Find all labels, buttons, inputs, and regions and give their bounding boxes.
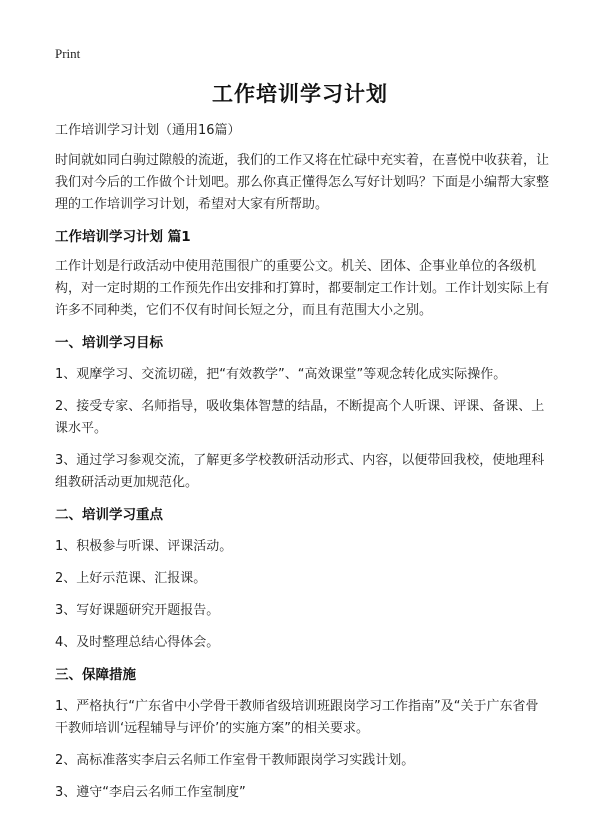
list-item: 3、通过学习参观交流，了解更多学校教研活动形式、内容，以便带回我校，使地理科组教研活动更加规范化。 bbox=[55, 453, 545, 490]
article-heading: 工作培训学习计划 篇1 bbox=[55, 229, 191, 245]
list-item: 2、高标准落实李启云名师工作室骨干教师跟岗学习实践计划。 bbox=[55, 753, 415, 768]
list-item: 4、及时整理总结心得体会。 bbox=[55, 635, 220, 650]
section-heading-measures: 三、保障措施 bbox=[55, 667, 136, 683]
list-item: 1、观摩学习、交流切磋，把“有效教学”、“高效课堂”等观念转化成实际操作。 bbox=[55, 367, 507, 382]
list-item: 2、接受专家、名师指导，吸收集体智慧的结晶，不断提高个人听课、评课、备课、上课水平。 bbox=[55, 399, 545, 436]
section-heading-goals: 一、培训学习目标 bbox=[55, 335, 163, 351]
document-subtitle: 工作培训学习计划（通用16篇） bbox=[55, 123, 241, 138]
intro-paragraph: 时间就如同白驹过隙般的流逝，我们的工作又将在忙碌中充实着，在喜悦中收获着，让我们对今后的工作做个计划吧。那么你真正懂得怎么写好计划吗？下面是小编帮大家整理的工作培训学习计划，希望对大家有所帮助。 bbox=[55, 153, 550, 212]
print-label[interactable]: Print bbox=[55, 46, 81, 61]
article-intro-paragraph: 工作计划是行政活动中使用范围很广的重要公文。机关、团体、企事业单位的各级机构，对一定时期的工作预先作出安排和打算时，都要制定工作计划。工作计划实际上有许多不同种类，它们不仅有时间长短之分，而且有范围大小之别。 bbox=[55, 259, 550, 318]
section-heading-focus: 二、培训学习重点 bbox=[55, 507, 163, 523]
document-title: 工作培训学习计划 bbox=[212, 82, 388, 106]
list-item: 1、积极参与听课、评课活动。 bbox=[55, 539, 233, 554]
list-item: 1、严格执行“广东省中小学骨干教师省级培训班跟岗学习工作指南”及“关于广东省骨干教师培训‘远程辅导与评价’的实施方案”的相关要求。 bbox=[55, 699, 539, 736]
list-item: 2、上好示范课、汇报课。 bbox=[55, 571, 207, 586]
list-item: 3、写好课题研究开题报告。 bbox=[55, 603, 220, 618]
document-body bbox=[55, 120, 550, 814]
list-item: 3、遵守“李启云名师工作室制度” bbox=[55, 785, 246, 800]
